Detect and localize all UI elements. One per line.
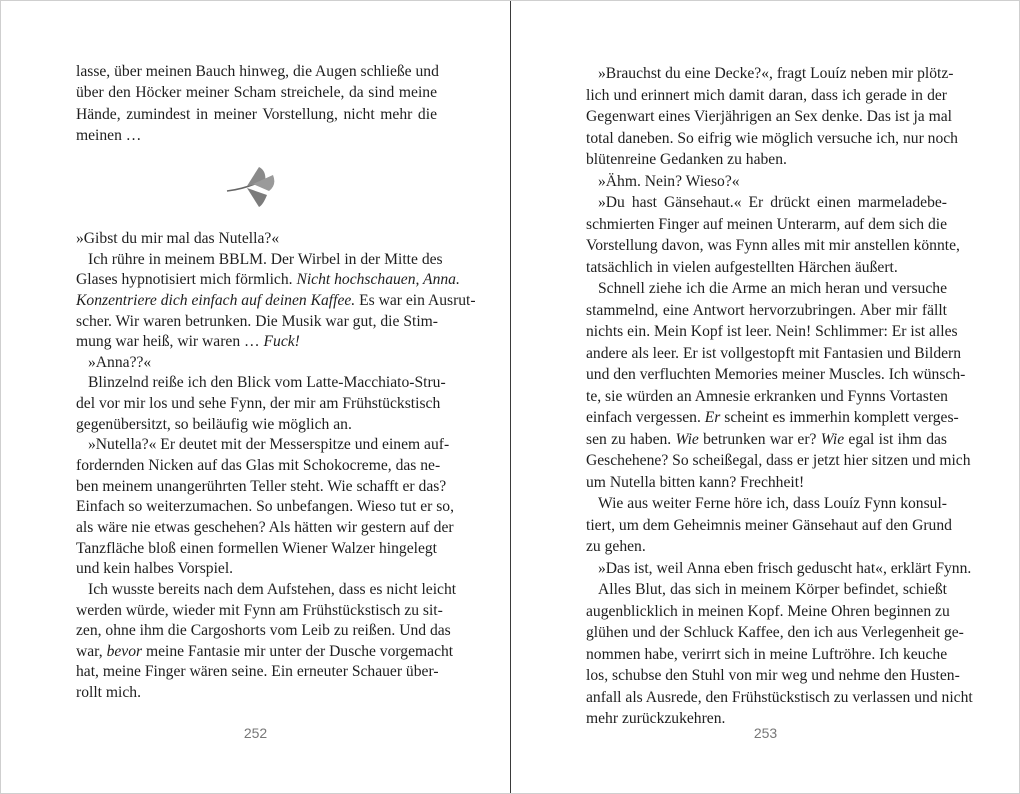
text-span: zen, ohne ihm die Cargoshorts vom Leib zu reißen. Und das — [76, 622, 451, 640]
text-span: total daneben. So eifrig wie möglich versuche ich, nur noch — [586, 129, 958, 147]
text-span: Tanzfläche bloß einen formellen Wiener Walzer hingelegt — [76, 539, 437, 557]
text-span: del vor mir los und sehe Fynn, der mir am Frühstückstisch — [76, 395, 441, 413]
text-line — [76, 312, 437, 333]
text-line — [586, 235, 960, 257]
text-span: und den verfluchten Memories meiner Muscles. Ich wünsch- — [586, 366, 966, 384]
text-line — [76, 456, 441, 477]
text-line — [586, 407, 959, 429]
text-span: tatsächlich in vielen aufgestellten Härchen äußert. — [586, 258, 898, 276]
text-line — [586, 278, 947, 300]
italic-text: Wie — [675, 430, 699, 448]
text-span: lich und erinnert mich damit daran, dass ich gerade in der — [586, 86, 947, 104]
text-span: meinen … — [76, 127, 142, 145]
text-span: los, schubse den Stuhl von mir weg und nehme den Husten- — [586, 667, 960, 685]
text-span: Ich wusste bereits nach dem Aufstehen, dass es nicht leicht — [88, 580, 457, 598]
text-block-bottom — [76, 229, 476, 704]
text-line — [586, 429, 947, 451]
text-span: schmierten Finger auf meinen Unterarm, auf dem sich die — [586, 215, 947, 233]
text-span: Alles Blut, das sich in meinem Körper befindet, schießt — [598, 581, 947, 599]
text-line — [76, 580, 457, 601]
text-span: hat, meine Finger wären seine. Ein erneuter Schauer über- — [76, 663, 439, 681]
text-line — [76, 415, 437, 436]
left-page — [1, 1, 510, 794]
text-block-top — [76, 61, 437, 147]
text-line — [586, 515, 952, 537]
text-line — [586, 536, 947, 558]
text-line — [586, 321, 958, 343]
text-span: mehr zurückzukehren. — [586, 710, 726, 728]
text-span: stammelnd, eine Antwort hervorzubringen. Aber mir fällt — [586, 301, 947, 319]
text-span: »Das ist, weil Anna eben frisch geduscht hat«, erklärt Fynn. — [598, 559, 972, 577]
text-line — [586, 149, 947, 171]
text-span: egal ist ihm das — [844, 430, 947, 448]
text-span: »Anna??« — [88, 353, 152, 371]
text-line — [76, 373, 446, 394]
text-line — [76, 394, 441, 415]
text-span: sen zu haben. — [586, 430, 676, 448]
italic-text: Fuck! — [263, 333, 300, 351]
text-line — [586, 579, 947, 601]
text-line — [76, 353, 437, 374]
text-span: Einfach so weiterzumachen. So unbefangen. Wieso tut er so, — [76, 498, 454, 516]
text-span: zu gehen. — [586, 538, 646, 556]
text-line — [586, 214, 947, 236]
text-span: »Du hast Gänsehaut.« Er drückt einen marmeladebe- — [598, 194, 947, 212]
italic-text: bevor — [106, 642, 143, 660]
text-line — [76, 250, 443, 271]
text-line — [586, 601, 950, 623]
text-span: über den Höcker meiner Scham streichele, da sind meine — [76, 84, 437, 102]
text-span: rollt mich. — [76, 684, 141, 702]
text-span: »Ähm. Nein? Wieso?« — [598, 172, 740, 190]
text-line — [76, 642, 454, 663]
text-span: scheint es immerhin komplett verges- — [720, 409, 959, 427]
text-span: Schnell ziehe ich die Arme an mich heran und versuche — [598, 280, 947, 298]
text-span: gegenübersitzt, so beiläufig wie möglich an. — [76, 415, 352, 433]
text-line — [76, 104, 437, 125]
text-line — [76, 125, 437, 146]
text-span: mung war heiß, wir waren … — [76, 333, 264, 351]
text-span: andere als leer. Er ist vollgestopft mit Fantasien und Bildern — [586, 344, 962, 362]
text-line — [586, 450, 971, 472]
text-line — [76, 518, 454, 539]
text-line — [586, 386, 947, 408]
text-span: als wäre nie etwas geschehen? Als hätten wir gestern auf der — [76, 518, 454, 536]
text-line — [76, 559, 437, 580]
text-line — [76, 497, 454, 518]
text-line — [76, 291, 476, 312]
text-line — [586, 622, 964, 644]
text-span: te, sie würden an Amnesie erkranken und Fynns Vortasten — [586, 387, 948, 405]
text-line — [76, 601, 443, 622]
text-line — [76, 61, 437, 82]
text-span: scher. Wir waren betrunken. Die Musik war gut, die Stim- — [76, 312, 438, 330]
text-span: Vorstellung davon, was Fynn alles mit mir anstellen könnte, — [586, 237, 960, 255]
text-span: meine Fantasie mir unter der Dusche vorgemacht — [142, 642, 454, 660]
text-span: betrunken war er? — [698, 430, 821, 448]
text-span: fordernden Nicken auf das Glas mit Schokocreme, das ne- — [76, 457, 441, 475]
text-span: werden würde, wieder mit Fynn am Frühstückstisch zu sit- — [76, 601, 443, 619]
italic-text: Nicht hochschauen, Anna. — [296, 271, 460, 289]
text-line — [586, 472, 947, 494]
text-span: blütenreine Gedanken zu haben. — [586, 151, 787, 169]
page-number: 253 — [753, 725, 778, 741]
text-span: »Gibst du mir mal das Nutella?« — [76, 230, 280, 247]
text-line — [76, 662, 437, 683]
text-span: »Nutella?« Er deutet mit der Messerspitze und einem auf- — [88, 436, 450, 454]
text-line — [76, 539, 437, 560]
text-line — [586, 665, 960, 687]
italic-text: Konzentriere dich einfach auf deinen Kaffee. — [76, 291, 356, 309]
text-line — [586, 644, 947, 666]
italic-text: Er — [704, 409, 721, 427]
text-span: Blinzelnd reiße ich den Blick vom Latte-Macchiato-Stru- — [88, 374, 446, 392]
text-line — [586, 493, 947, 515]
text-line — [586, 63, 954, 85]
text-line — [76, 477, 447, 498]
italic-text: Wie — [820, 430, 845, 448]
text-span: nommen habe, verirrt sich in meine Luftröhre. Ich keuche — [586, 645, 948, 663]
text-line — [586, 364, 966, 386]
text-line — [76, 621, 451, 642]
right-page — [511, 1, 1020, 794]
text-span: und kein halbes Vorspiel. — [76, 560, 234, 578]
text-line — [586, 343, 962, 365]
text-line — [586, 687, 973, 709]
text-line — [76, 270, 460, 291]
text-span: Ich rühre in meinem BBLM. Der Wirbel in der Mitte des — [88, 250, 443, 268]
page-number: 252 — [243, 725, 268, 741]
text-span: nichts ein. Mein Kopf ist leer. Nein! Schlimmer: Er ist alles — [586, 323, 958, 341]
text-line — [586, 257, 947, 279]
text-line — [76, 683, 437, 704]
text-line — [586, 171, 947, 193]
text-span: lasse, über meinen Bauch hinweg, die Augen schließe und — [76, 63, 439, 80]
text-line — [76, 82, 437, 103]
text-line — [76, 435, 450, 456]
text-span: Wie aus weiter Ferne höre ich, dass Louíz Fynn konsul- — [598, 495, 947, 513]
text-line — [586, 558, 972, 580]
text-span: augenblicklich in meinen Kopf. Meine Ohren beginnen zu — [586, 602, 950, 620]
text-line — [76, 229, 437, 250]
text-block — [586, 63, 973, 730]
text-span: anfall als Ausrede, den Frühstückstisch zu verlassen und nicht — [586, 688, 973, 706]
text-span: glühen und der Schluck Kaffee, den ich aus Verlegenheit ge- — [586, 624, 964, 642]
text-span: Geschehene? So scheißegal, dass er jetzt hier sitzen und mich — [586, 452, 971, 470]
text-span: »Brauchst du eine Decke?«, fragt Louíz neben mir plötz- — [598, 65, 954, 82]
text-span: Glases hypnotisiert mich förmlich. — [76, 271, 297, 289]
text-line — [76, 332, 437, 353]
ginkgo-leaf-ornament-icon — [223, 161, 279, 209]
text-line — [586, 300, 947, 322]
text-span: einfach vergessen. — [586, 409, 705, 427]
text-span: tiert, um dem Geheimnis meiner Gänsehaut auf den Grund — [586, 516, 952, 534]
text-line — [586, 192, 947, 214]
text-span: Hände, zumindest in meiner Vorstellung, nicht mehr die — [76, 105, 437, 123]
text-span: ben meinem unangerührten Teller steht. Wie schafft er das? — [76, 477, 447, 495]
text-span: war, — [76, 642, 107, 660]
text-span: Gegenwart eines Vierjährigen an Sex denke. Das ist ja mal — [586, 108, 952, 126]
text-line — [586, 128, 958, 150]
text-span: um Nutella bitten kann? Frechheit! — [586, 473, 805, 491]
text-line — [586, 106, 952, 128]
text-span: Es war ein Ausrut- — [355, 291, 476, 309]
text-line — [586, 85, 947, 107]
